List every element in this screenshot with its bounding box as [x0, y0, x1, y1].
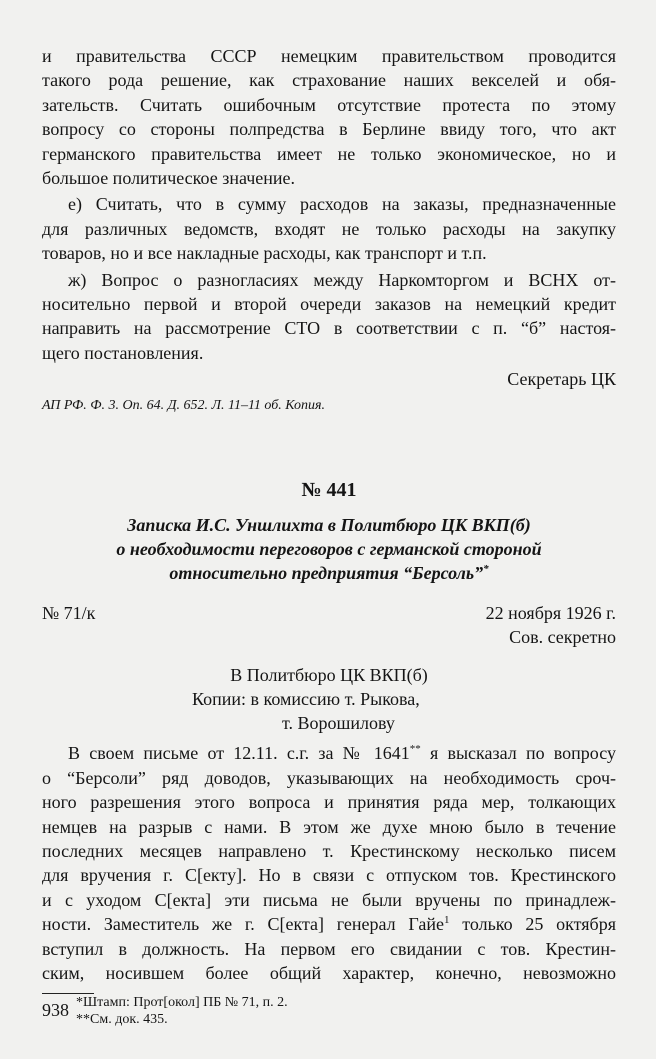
text-line: направить на рассмотрение СТО в соответствии с п. “б” настоя-	[42, 318, 616, 339]
title-text: относительно предприятия “Берсоль”	[169, 563, 484, 584]
footnote: *Штамп: Прот[окол] ПБ № 71, п. 2.	[76, 995, 288, 1011]
paragraph-item-e	[42, 192, 616, 265]
text-line: немцев на разрыв с нами. В этом же духе мною было в течение	[42, 816, 616, 837]
text-line: и с уходом С[екта] эти письма не были вручены по принадлеж-	[42, 889, 616, 910]
text-line: последних месяцев направлено т. Крестинскому несколько писем	[42, 840, 616, 861]
text-line: щего постановления.	[42, 342, 204, 363]
text-line: и правительства СССР немецким правительством проводится	[42, 46, 616, 66]
secrecy-stamp: Сов. секретно	[509, 627, 616, 648]
text-line	[42, 741, 616, 765]
copies-line: т. Ворошилову	[282, 713, 395, 734]
paragraph-continuation	[42, 44, 616, 190]
title-line: о необходимости переговоров с германской стороной	[116, 539, 542, 560]
reference-row	[42, 601, 616, 625]
footnote: **См. док. 435.	[76, 1012, 168, 1028]
addressee: В Политбюро ЦК ВКП(б)	[230, 665, 428, 686]
page-body	[42, 44, 616, 1028]
text-line: зательств. Считать ошибочным отсутствие протеста по этому	[42, 94, 616, 115]
text-fragment: я высказал по вопросу	[420, 743, 617, 764]
footnote-mark: **	[409, 743, 421, 756]
text-line: е) Считать, что в сумму расходов на заказы, предназначенные	[68, 194, 616, 215]
text-line: ским, носившем более общий характер, конечно, невозможно	[42, 962, 616, 983]
signature: Секретарь ЦК	[507, 369, 616, 390]
text-line: германского правительства имеет не только экономическое, но и	[42, 143, 616, 164]
title-line	[42, 561, 616, 585]
reference-number: № 71/к	[42, 603, 96, 624]
title-line: Записка И.С. Уншлихта в Политбюро ЦК ВКП(б)	[127, 515, 531, 536]
document-date: 22 ноября 1926 г.	[485, 603, 616, 624]
footnote-mark: 1	[443, 914, 450, 927]
text-line: носительно первой и второй очереди заказов на немецкий кредит	[42, 294, 616, 315]
text-fragment: ности. Заместитель же г. С[екта] генерал Гайе	[42, 914, 444, 935]
text-fragment: В своем письме от 12.11. с.г. за № 1641	[68, 743, 410, 764]
footnote-mark: *	[483, 563, 489, 576]
text-line: такого рода решение, как страхование наших векселей и обя-	[42, 70, 616, 91]
text-line: большое политическое значение.	[42, 168, 296, 189]
text-line	[42, 912, 616, 936]
text-line: ж) Вопрос о разногласиях между Наркомторгом и ВСНХ от-	[68, 269, 616, 290]
text-line: ного разрешения этого вопроса и принятия ряда мер, толкающих	[42, 792, 616, 813]
text-fragment: только 25 октября	[449, 914, 616, 935]
text-line: вступил в должность. На первом его свидании с тов. Крестин-	[42, 938, 616, 959]
paragraph-item-zh	[42, 268, 616, 366]
text-line: для различных ведомств, входят не только расходы на закупку	[42, 218, 616, 239]
text-line: товаров, но и все накладные расходы, как транспорт и т.п.	[42, 243, 487, 264]
copies-line: Копии: в комиссию т. Рыкова,	[192, 689, 420, 710]
text-line: для вручения г. С[екту]. Но в связи с отпуском тов. Крестинского	[42, 865, 616, 886]
archive-source: АП РФ. Ф. 3. Оп. 64. Д. 652. Л. 11–11 об. Копия.	[42, 398, 326, 414]
text-line: вопросу со стороны полпредства в Берлине ввиду того, что акт	[42, 119, 616, 140]
body-paragraph	[42, 741, 616, 985]
document-title	[42, 513, 616, 585]
footnotes	[42, 994, 616, 1028]
page-number: 938	[42, 1000, 69, 1020]
text-line: о “Берсоли” ряд доводов, указывающих на необходимость сроч-	[42, 767, 616, 788]
document-number: № 441	[301, 479, 357, 502]
